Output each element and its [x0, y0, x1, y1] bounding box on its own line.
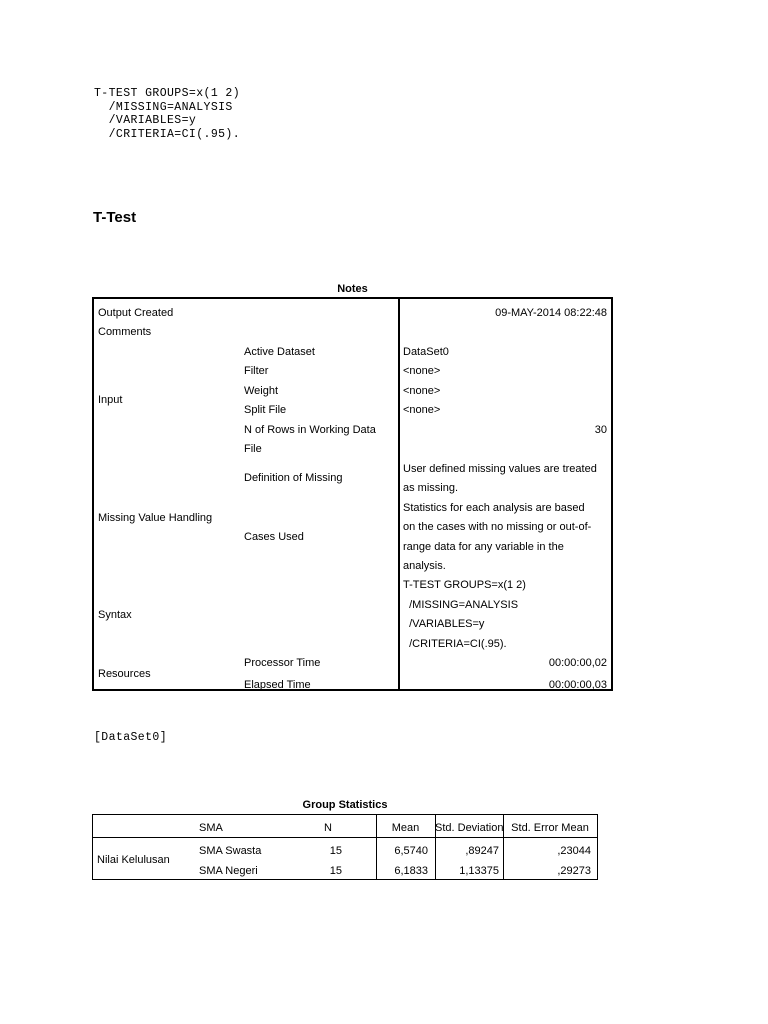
sub-label-elapsed-time: Elapsed Time: [244, 679, 311, 691]
group-statistics-table: [92, 814, 598, 880]
sub-label-cases-used: Cases Used: [244, 531, 304, 543]
header-mean: Mean: [391, 822, 420, 834]
syntax-value-line: /VARIABLES=y: [403, 618, 485, 630]
column-divider: [398, 299, 400, 689]
std-deviation-value: 1,13375: [459, 865, 499, 877]
cases-value-line: analysis.: [403, 560, 446, 572]
elapsed-time-value: 00:00:00,03: [548, 679, 607, 691]
syntax-line: /MISSING=ANALYSIS: [94, 100, 233, 114]
syntax-line: T-TEST GROUPS=x(1 2): [94, 87, 241, 100]
active-dataset-value: DataSet0: [403, 346, 449, 358]
row-label-resources: Resources: [98, 668, 151, 680]
syntax-value-line: T-TEST GROUPS=x(1 2): [403, 579, 526, 591]
variable-label: Nilai Kelulusan: [97, 854, 170, 866]
dataset-label: [DataSet0]: [94, 731, 168, 744]
sub-label-processor-time: Processor Time: [244, 657, 321, 669]
cases-value-line: range data for any variable in the: [403, 541, 564, 553]
header-divider: [93, 837, 597, 838]
syntax-value-line: /CRITERIA=CI(.95).: [403, 638, 507, 650]
mean-value: 6,1833: [394, 865, 428, 877]
definition-value-line: User defined missing values are treated: [403, 463, 597, 475]
syntax-value-line: /MISSING=ANALYSIS: [403, 599, 519, 611]
split-file-value: <none>: [403, 404, 441, 416]
row-label-missing-value-handling: Missing Value Handling: [98, 512, 213, 524]
row-label-input: Input: [98, 394, 123, 406]
row-label-output-created: Output Created: [98, 307, 174, 319]
group-statistics-title: Group Statistics: [302, 799, 388, 811]
n-value: 15: [329, 865, 342, 877]
sub-label-n-rows-cont: File: [244, 443, 262, 455]
row-label-comments: Comments: [98, 326, 152, 338]
cases-value-line: on the cases with no missing or out-of-: [403, 521, 592, 533]
n-rows-value: 30: [594, 424, 607, 436]
section-heading: T-Test: [93, 209, 137, 226]
output-created-value: 09-MAY-2014 08:22:48: [495, 307, 607, 319]
sub-label-filter: Filter: [244, 365, 269, 377]
std-error-mean-value: ,29273: [557, 865, 591, 877]
row-label-syntax: Syntax: [98, 609, 132, 621]
group-label: SMA Swasta: [199, 845, 262, 857]
std-error-mean-value: ,23044: [557, 845, 591, 857]
header-sma: SMA: [199, 822, 223, 834]
weight-value: <none>: [403, 385, 441, 397]
group-label: SMA Negeri: [199, 865, 258, 877]
syntax-line: /CRITERIA=CI(.95).: [94, 127, 241, 141]
syntax-line: /VARIABLES=y: [94, 114, 197, 127]
processor-time-value: 00:00:00,02: [548, 657, 607, 669]
sub-label-n-rows: N of Rows in Working Data: [244, 424, 376, 436]
cases-value-line: Statistics for each analysis are based: [403, 502, 585, 514]
filter-value: <none>: [403, 365, 441, 377]
std-deviation-value: ,89247: [465, 845, 499, 857]
notes-table: [92, 297, 613, 691]
n-value: 15: [329, 845, 342, 857]
mean-value: 6,5740: [394, 845, 428, 857]
header-std-error-mean: Std. Error Mean: [511, 822, 589, 834]
definition-value-line: as missing.: [403, 482, 459, 494]
sub-label-active-dataset: Active Dataset: [244, 346, 315, 358]
syntax-block: [94, 87, 240, 141]
sub-label-weight: Weight: [244, 385, 279, 397]
header-std-deviation: Std. Deviation: [435, 822, 504, 834]
sub-label-split-file: Split File: [244, 404, 287, 416]
sub-label-definition-of-missing: Definition of Missing: [244, 472, 343, 484]
notes-title: Notes: [337, 283, 368, 295]
header-n: N: [324, 822, 332, 834]
